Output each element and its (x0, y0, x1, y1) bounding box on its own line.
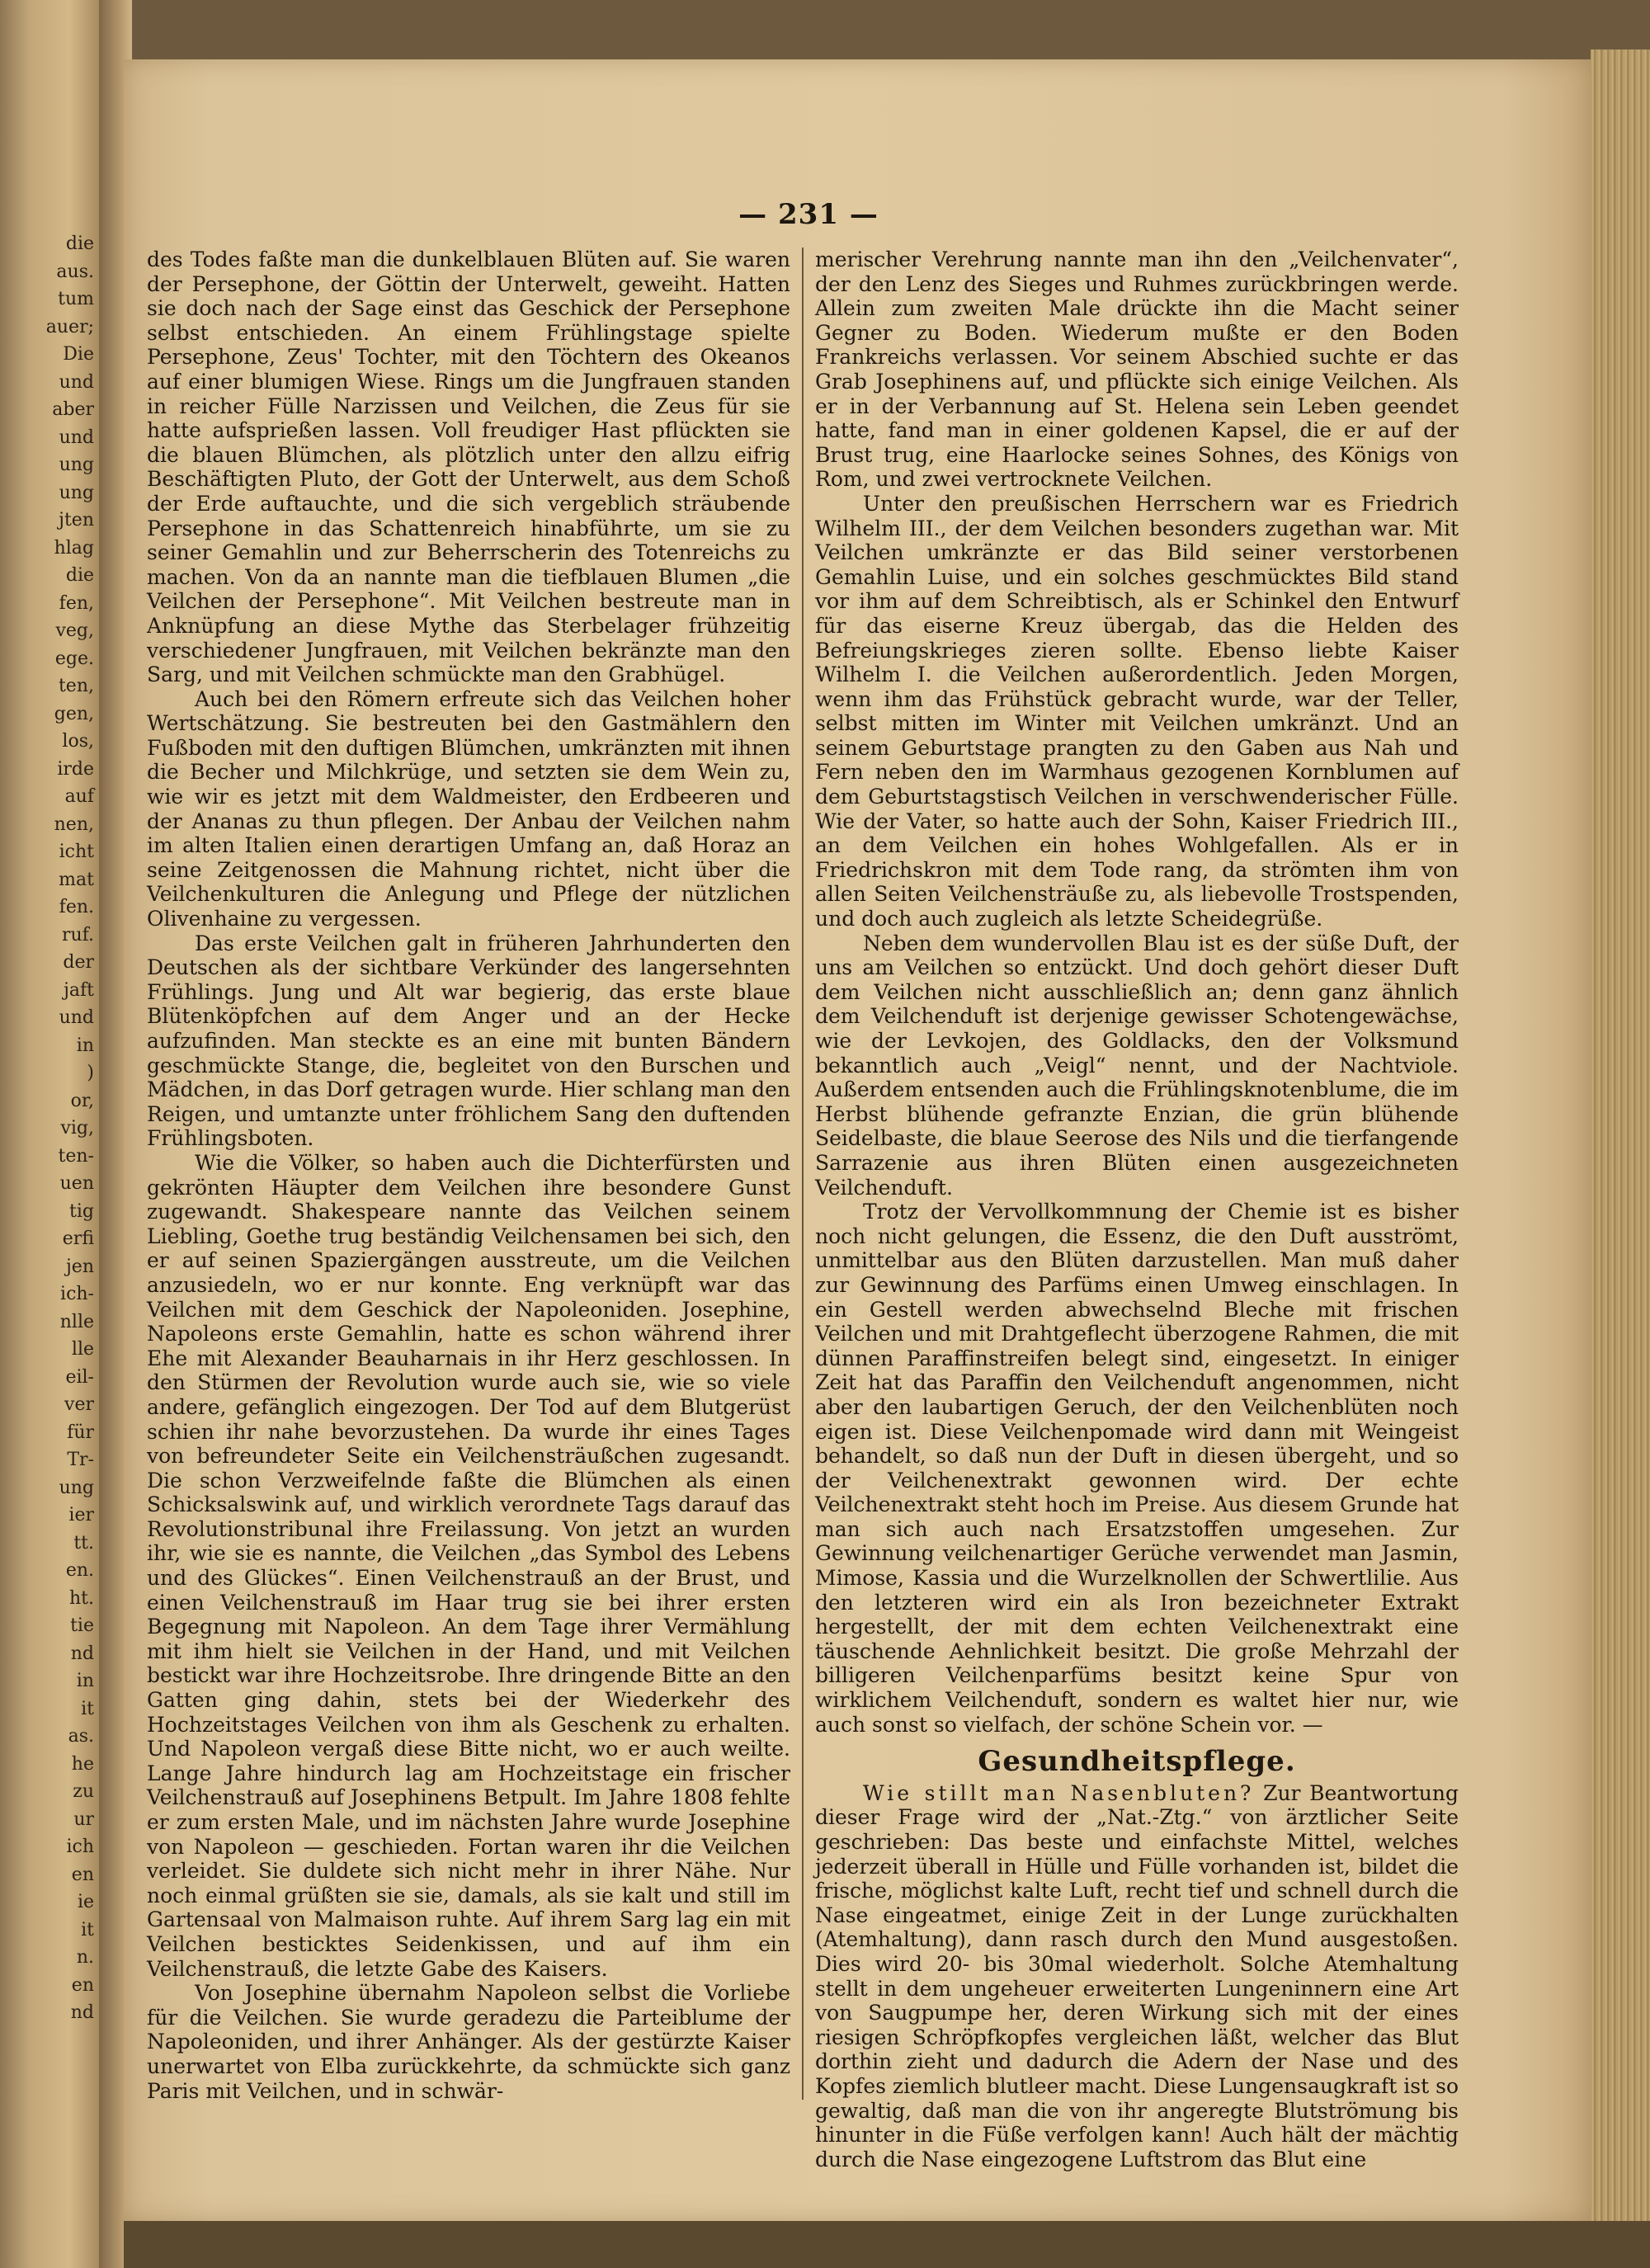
prev-page-fragment: los, (62, 731, 94, 752)
prev-page-fragment: nen, (54, 813, 94, 835)
prev-page-fragment: ten- (58, 1145, 94, 1167)
prev-page-fragment: fen, (59, 592, 94, 614)
section-heading: Gesundheitspflege. (978, 1745, 1296, 1779)
prev-page-fragment: jten (59, 510, 94, 530)
prev-page-fragment: lle (71, 1339, 94, 1360)
prev-page-fragment: mat (59, 869, 94, 890)
prev-page-fragment: und (59, 427, 94, 448)
prev-page-fragment: tt. (73, 1532, 94, 1554)
prev-page-fragment: in (76, 1671, 94, 1691)
prev-page-fragment: jen (65, 1256, 94, 1277)
prev-page-fragment: it (81, 1698, 94, 1719)
left-column (147, 248, 790, 2103)
prev-page-fragment: die (65, 565, 94, 586)
prev-page-fragment: irde (57, 758, 94, 780)
paragraph: Neben dem wundervollen Blau ist es der süße Duft, der uns am Veilchen so entzückt. Und doch gehört dieser Duft dem Veilchen nicht ausschließlich an; denn ganz ähnlich dem Veilchenduft ist derjenige gewisser Schotengewächse, wie der Levkojen, des Goldlacks, den der Volksmund bekanntlich auch „Veigl“ nennt, und der Nachtviole. Außerdem entsenden auch die Frühlingsknotenblume, die im Herbst blühende gefranzte Enzian, die grün blühende Seidelbaste, die blaue Seerose des Nils und die tierfangende Sarrazenie aus ihren Blüten einen ausgezeichneten Veilchenduft. (815, 931, 1459, 1200)
health-paragraph (815, 1781, 1459, 2172)
health-lead: Wie stillt man Nasenbluten? (863, 1780, 1255, 1805)
prev-page-fragment: uen (59, 1173, 94, 1194)
prev-page-fragment: der (63, 952, 94, 973)
right-column-paragraphs (815, 248, 1459, 1737)
prev-page-fragment: auf (64, 786, 94, 807)
prev-page-fragment: aus. (56, 261, 94, 282)
prev-page-fragment: nd (70, 2002, 94, 2023)
right-column (815, 248, 1459, 2171)
prev-page-fragment: it (81, 1919, 94, 1940)
prev-page-fragment: en. (65, 1560, 94, 1581)
prev-page-fragment: Die (63, 344, 94, 365)
paragraph: Auch bei den Römern erfreute sich das Veilchen hoher Wertschätzung. Sie bestreuten bei den Gastmählern den Fußboden mit den duftigen Blümchen, umkränzten mit ihnen die Becher und Milchkrüge, und setzten sie dem Wein zu, wie wir es jetzt mit dem Waldmeister, den Erdbeeren und der Ananas zu thun pflegen. Der Anbau der Veilchen nahm im alten Italien einen derartigen Umfang an, daß Horaz an seine Zeitgenossen die Mahnung richtet, nicht über die Veilchenkulturen die Anlegung und Pflege der nützlichen Olivenhaine zu vergessen. (147, 686, 790, 931)
prev-page-fragment: eil- (65, 1366, 94, 1388)
prev-page-fragment: ten, (58, 676, 94, 696)
page-edges (1591, 50, 1650, 2228)
prev-page-fragment: in (76, 1035, 94, 1056)
prev-page-fragment: nlle (59, 1311, 94, 1332)
prev-page-fragment: ung (59, 455, 94, 475)
prev-page-fragment: für (67, 1422, 94, 1443)
prev-page-fragment: aber (52, 399, 94, 420)
prev-page-fragment: ver (64, 1394, 94, 1415)
prev-page-fragment: ur (73, 1808, 94, 1830)
prev-page-fragment: tie (70, 1615, 94, 1636)
prev-page-fragment: Tr- (67, 1450, 94, 1470)
prev-page-fragment: ier (68, 1505, 94, 1525)
prev-page-fragment: hlag (54, 537, 94, 559)
paragraph: des Todes faßte man die dunkelblauen Blüten auf. Sie waren der Persephone, der Göttin der Unterwelt, geweiht. Hatten sie doch nach der Sage einst das Geschick der Persephone selbst entschieden. An einem Frühlingstage spielte Persephone, Zeus' Tochter, mit den Töchtern des Okeanos auf einer blumigen Wiese. Rings um die Jungfrauen standen in reicher Fülle Narzissen und Veilchen, die Zeus für sie hatte aufsprießen lassen. Voll freudiger Hast pflückten sie die blauen Blümchen, als plötzlich unter den allzu eifrig Beschäftigten Pluto, der Gott der Unterwelt, aus dem Schoß der Erde auftauchte, und die sich vergeblich sträubende Persephone in das Schattenreich hinabführte, um sie zu seiner Gemahlin und zur Beherrscherin des Totenreichs zu machen. Von da an nannte man die tiefblauen Blumen „die Veilchen der Persephone“. Mit Veilchen bestreute man in Anknüpfung an diese Mythe das Sterbelager frühzeitig verschiedener Jungfrauen, mit Veilchen bekränzte man den Sarg, und mit Veilchen schmückte man den Grabhügel. (147, 248, 790, 687)
prev-page-fragment: as. (68, 1726, 94, 1747)
prev-page-fragment: fen. (59, 897, 94, 917)
paragraph: Das erste Veilchen galt in früheren Jahrhunderten den Deutschen als der sichtbare Verkünder des langersehnten Frühlings. Jung und Alt war begierig, das erste blaue Blütenköpfchen auf dem Anger und an der Hecke aufzufinden. Man steckte es an eine mit bunten Bändern geschmückte Stange, die, begleitet von den Burschen und Mädchen, in das Dorf getragen wurde. Hier schlang man den Reigen, und umtanzte unter fröhlichem Sang den duftenden Frühlingsboten. (147, 931, 790, 1151)
prev-page-fragment: vig, (60, 1118, 94, 1139)
prev-page-fragment: ) (87, 1063, 94, 1083)
prev-page-fragment: nd (70, 1643, 94, 1664)
paragraph: Wie die Völker, so haben auch die Dichterfürsten und gekrönten Häupter dem Veilchen ihre besondere Gunst zugewandt. Shakespeare nannte das Veilchen seinem Liebling, Goethe trug beständig Veilchensamen bei sich, den er auf seinen Spaziergängen ausstreute, um die Veilchen anzusiedeln, wo er nur konnte. Eng verknüpft war das Veilchen mit dem Geschick der Napoleoniden. Josephine, Napoleons erste Gemahlin, hatte es schon während ihrer Ehe mit Alexander Beauharnais in ihr Herz geschlossen. In den Stürmen der Revolution wurde auch sie, wie so viele andere, gefänglich eingezogen. Der Tod auf dem Blutgerüst schien ihr nahe bevorzustehen. Da wurde ihr eines Tages von befreundeter Seite ein Veilchensträußchen zugesandt. Die schon Verzweifelnde faßte die Blümchen als einen Schicksalswink auf, und wirklich verordnete Tags darauf das Revolutionstribunal ihre Freilassung. Von jetzt an wurden ihr, wie sie es nannte, die Veilchen „das Symbol des Lebens und des Glückes“. Einen Veilchenstrauß an der Brust, und einen Veilchenstrauß im Haar trug sie bei ihrer ersten Begegnung mit Napoleon. An dem Tage ihrer Vermählung mit ihm hielt sie Veilchen in der Hand, und mit Veilchen bestickt war ihre Hochzeitsrobe. Ihre dringende Bitte an den Gatten ging dahin, stets bei der Wiederkehr des Hochzeitstages Veilchen von ihm als Geschenk zu erhalten. Und Napoleon vergaß diese Bitte nicht, wo er auch weilte. Lange Jahre hindurch lag am Hochzeitstage ein frischer Veilchenstrauß auf Josephinens Betpult. Im Jahre 1808 fehlte er zum ersten Male, und im nächsten Jahre wurde Josephine von Napoleon — geschieden. Fortan waren ihr die Veilchen verleidet. Sie duldete sich nicht mehr in ihrer Nähe. Nur noch einmal grüßten sie sie, damals, als sie kalt und still im Gartensaal von Malmaison ruhte. Auf ihrem Sarg lag ein mit Veilchen besticktes Seidenkissen, und auf ihm ein Veilchenstrauß, die letzte Gabe des Kaisers. (147, 1150, 790, 1981)
prev-page-fragment: ich- (60, 1284, 94, 1304)
prev-page-fragment: erfi (62, 1228, 94, 1249)
prev-page-fragment: gen, (54, 703, 94, 724)
paragraph: Von Josephine übernahm Napoleon selbst die Vorliebe für die Veilchen. Sie wurde geradezu die Parteiblume der Napoleoniden, und ihrer Anhänger. Als der gestürzte Kaiser unerwartet von Elba zurückkehrte, da schmückte sich ganz Paris mit Veilchen, und in schwär- (147, 1981, 790, 2103)
prev-page-fragment: veg, (55, 620, 94, 641)
prev-page-fragment: ege. (54, 648, 94, 669)
bottom-shadow (124, 2221, 1650, 2268)
paragraph: Trotz der Vervollkommnung der Chemie ist es bisher noch nicht gelungen, die Essenz, die den Duft ausströmt, unmittelbar aus den Blüten darzustellen. Man muß daher zur Gewinnung des Parfüms einen Umweg einschlagen. In ein Gestell werden abwechselnd Bleche mit frischen Veilchen und mit Drahtgeflecht überzogene Rahmen, die mit dünnen Paraffinstreifen belegt sind, eingesetzt. In einiger Zeit hat das Paraffin den Veilchenduft angenommen, nicht aber den laubartigen Geruch, der den Veilchenblüten noch eigen ist. Diese Veilchenpomade wird dann mit Weingeist behandelt, so daß nun der Duft in diesen übergeht, und so der Veilchenextrakt gewonnen wird. Der echte Veilchenextrakt steht hoch im Preise. Aus diesem Grunde hat man sich auch nach Ersatzstoffen umgesehen. Zur Gewinnung veilchenartiger Gerüche verwendet man Jasmin, Mimose, Kassia und die Wurzelknollen der Schwertlilie. Aus den letzteren wird ein als Iron bezeichneter Extrakt hergestellt, der mit dem echten Veilchenextrakt eine täuschende Aehnlichkeit besitzt. Die große Mehrzahl der billigeren Veilchenparfüms besitzt keine Spur von wirklichem Veilchenduft, sondern es waltet hier nur, wie auch sonst so vielfach, der schöne Schein vor. — (815, 1200, 1459, 1737)
prev-page-fragment: ruf. (61, 924, 94, 945)
prev-page-fragment: he (71, 1753, 94, 1775)
prev-page-fragment: die (65, 233, 94, 254)
page-number: — 231 — (738, 198, 879, 231)
prev-page-fragment: ie (77, 1892, 94, 1912)
previous-page-edge (0, 0, 99, 2268)
prev-page-fragment: en (71, 1974, 94, 1996)
prev-page-fragment: ht. (68, 1587, 94, 1609)
prev-page-fragment: tig (69, 1200, 94, 1222)
prev-page-fragment: und (59, 371, 94, 393)
prev-page-fragment: ich (66, 1837, 94, 1857)
prev-page-fragment: n. (76, 1947, 94, 1968)
health-text: Zur Beantwortung dieser Frage wird der „Nat.-Ztg.“ von ärztlicher Seite geschrieben: Das beste und einfachste Mittel, welches jederzeit überall in Hülle und Fülle vorhanden ist, bildet die frische, möglichst kalte Luft, recht tief und schnell durch die Nase eingeatmet, einige Zeit in der Lunge zurückhalten (Atemhaltung), dann rasch durch den Mund ausgestoßen. Dies wird 20- bis 30mal wiederholt. Solche Atemhaltung stellt in dem ungeheuer erweiterten Lungeninnern eine Art von Saugpumpe her, deren Wirkung sich mit der eines riesigen Schröpfkopfes vergleichen läßt, welcher das Blut dorthin zieht und dadurch die Adern der Nase und des Kopfes ziemlich blutleer macht. Diese Lungensaugkraft ist so gewaltig, daß man die von ihr angeregte Blutströmung bis hinunter in die Füße verfolgen kann! Auch hält der mächtig durch die Nase eingezogene Luftstrom das Blut eine (815, 1780, 1459, 2171)
prev-page-fragment: und (59, 1007, 94, 1028)
prev-page-fragment: tum (58, 289, 94, 309)
prev-page-fragment: or, (70, 1090, 94, 1111)
prev-page-fragment: jaft (64, 979, 94, 1001)
prev-page-fragment: ung (59, 1477, 94, 1498)
prev-page-fragment: en (71, 1864, 94, 1885)
prev-page-fragment: ung (59, 482, 94, 503)
prev-page-fragment: zu (73, 1781, 94, 1802)
column-divider (802, 248, 804, 2100)
prev-page-fragment: icht (59, 842, 94, 862)
prev-page-fragment: auer; (45, 316, 94, 337)
paragraph: merischer Verehrung nannte man ihn den „Veilchenvater“, der den Lenz des Sieges und Ruhmes zurückbringen werde. Allein zum zweiten Male drückte ihn die Macht seiner Gegner zu Boden. Wiederum mußte er den Boden Frankreichs verlassen. Vor seinem Abschied suchte er das Grab Josephinens auf, und pflückte sich einige Veilchen. Als er in der Verbannung auf St. Helena sein Leben geendet hatte, fand man in einer goldenen Kapsel, die er auf der Brust trug, eine Haarlocke seines Sohnes, des Königs von Rom, und zwei vertrocknete Veilchen. (815, 248, 1459, 492)
paragraph: Unter den preußischen Herrschern war es Friedrich Wilhelm III., der dem Veilchen besonders zugethan war. Mit Veilchen umkränzte er das Bild seiner verstorbenen Gemahlin Luise, und ein solches geschmücktes Bild stand vor ihm auf dem Schreibtisch, als er Schinkel den Entwurf für das eiserne Kreuz übergab, das die Helden des Befreiungskrieges zieren sollte. Ebenso liebte Kaiser Wilhelm I. die Veilchen außerordentlich. Jeden Morgen, wenn ihm das Frühstück gebracht wurde, war der Teller, selbst mitten im Winter mit Veilchen umkränzt. Und an seinem Geburtstage prangten zu den Gaben aus Nah und Fern neben den im Warmhaus gezogenen Kornblumen auf dem Geburtstagstisch Veilchen in verschwenderischer Fülle. Wie der Vater, so hatte auch der Sohn, Kaiser Friedrich III., an dem Veilchen ein hohes Wohlgefallen. Als er in Friedrichskron mit dem Tode rang, da strömten ihm von allen Seiten Veilchensträuße zu, als liebevolle Trostspenden, und doch auch zugleich als letzte Scheidegrüße. (815, 491, 1459, 931)
